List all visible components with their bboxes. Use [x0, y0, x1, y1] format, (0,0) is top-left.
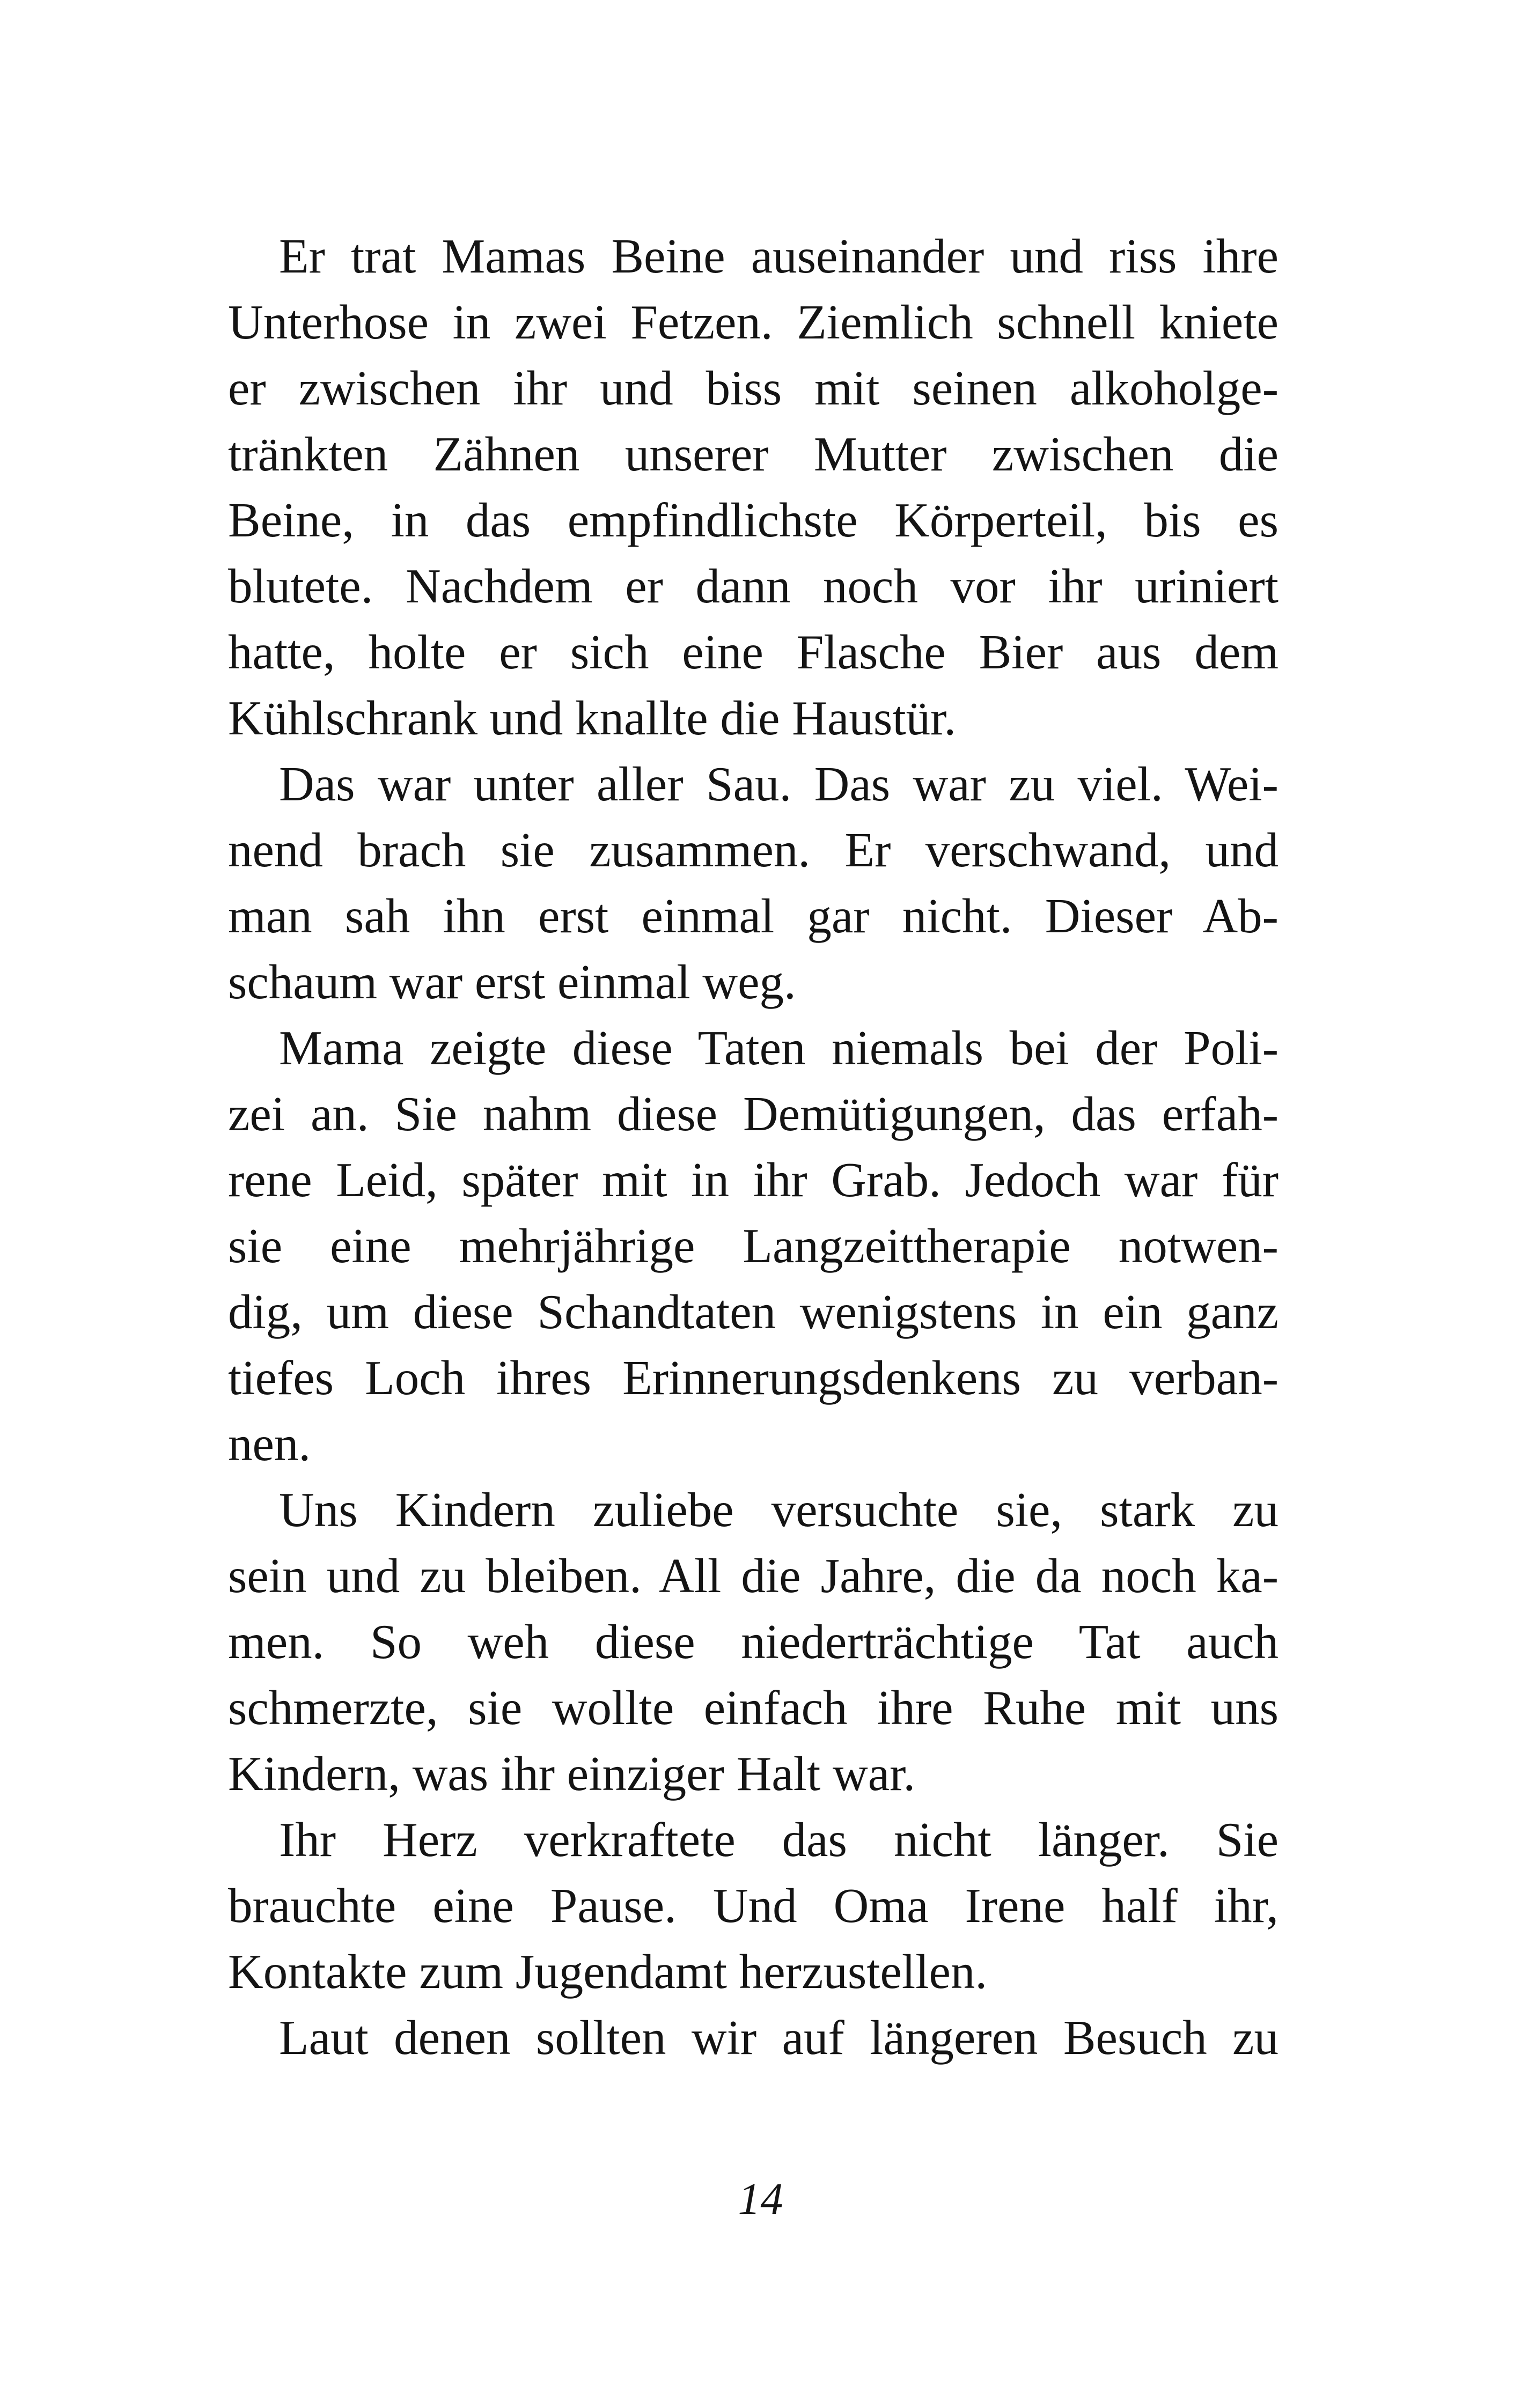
text-line: schaum war erst einmal weg. — [228, 955, 796, 1009]
text-line: Uns Kindern zuliebe versuchte sie, stark zu — [279, 1483, 1278, 1537]
text-line: Beine, in das empfindlichste Körperteil, bis es — [228, 493, 1278, 547]
text-line: rene Leid, später mit in ihr Grab. Jedoch war für — [228, 1153, 1278, 1207]
body-text — [228, 223, 1278, 2071]
text-line: zei an. Sie nahm diese Demütigungen, das erfah- — [228, 1087, 1278, 1141]
text-line: Mama zeigte diese Taten niemals bei der Poli- — [279, 1021, 1278, 1075]
text-line: Das war unter aller Sau. Das war zu viel. Wei- — [279, 757, 1278, 811]
text-line: tiefes Loch ihres Erinnerungsdenkens zu verban- — [228, 1351, 1278, 1405]
text-line: hatte, holte er sich eine Flasche Bier aus dem — [228, 625, 1278, 679]
text-line: Er trat Mamas Beine auseinander und riss ihre — [279, 229, 1278, 283]
text-line: men. So weh diese niederträchtige Tat auch — [228, 1615, 1278, 1669]
text-line: er zwischen ihr und biss mit seinen alkoholge- — [228, 361, 1278, 415]
text-line: nen. — [228, 1417, 311, 1471]
text-line: tränkten Zähnen unserer Mutter zwischen die — [228, 427, 1278, 481]
text-line: Laut denen sollten wir auf längeren Besuch zu — [279, 2011, 1278, 2065]
text-line: sie eine mehrjährige Langzeittherapie notwen- — [228, 1219, 1278, 1273]
text-line: blutete. Nachdem er dann noch vor ihr uriniert — [228, 559, 1278, 613]
text-line: Kindern, was ihr einziger Halt war. — [228, 1747, 916, 1801]
text-line: Unterhose in zwei Fetzen. Ziemlich schnell kniete — [228, 295, 1278, 349]
text-line: Kontakte zum Jugendamt herzustellen. — [228, 1945, 988, 1999]
page-number: 14 — [738, 2174, 783, 2224]
text-line: brauchte eine Pause. Und Oma Irene half ihr, — [228, 1879, 1278, 1933]
text-line: man sah ihn erst einmal gar nicht. Dieser Ab- — [228, 889, 1278, 943]
text-line: Ihr Herz verkraftete das nicht länger. Sie — [279, 1813, 1278, 1867]
text-line: Kühlschrank und knallte die Haustür. — [228, 691, 957, 745]
text-line: sein und zu bleiben. All die Jahre, die da noch ka- — [228, 1549, 1278, 1603]
text-line: schmerzte, sie wollte einfach ihre Ruhe mit uns — [228, 1681, 1278, 1735]
text-line: nend brach sie zusammen. Er verschwand, und — [228, 823, 1278, 877]
text-line: dig, um diese Schandtaten wenigstens in ein ganz — [228, 1285, 1278, 1339]
